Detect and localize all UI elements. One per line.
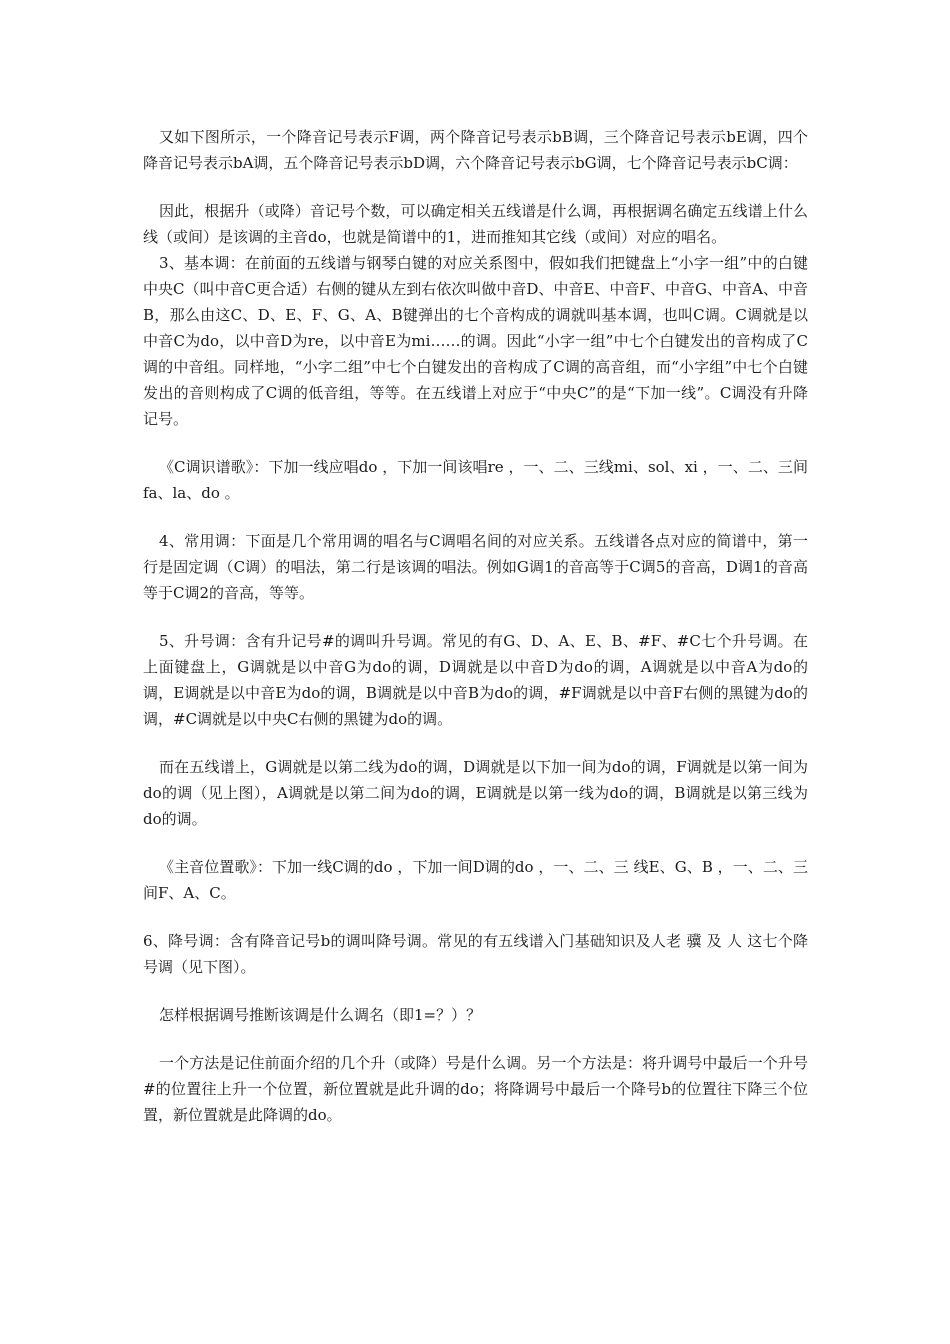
paragraph-flat-keys: 6、降号调：含有降音记号b的调叫降号调。常见的有五线谱入门基础知识及人老 骥 及 人 这七个降号调（见下图）。 [143,932,808,976]
paragraph-key-signature-count: 因此，根据升（或降）音记号个数，可以确定相关五线谱是什么调，再根据调名确定五线谱上什么线（或间）是该调的主音do，也就是简谱中的1，进而推知其它线（或间）对应的唱名。 [143,202,808,246]
paragraph-staff-positions: 而在五线谱上，G调就是以第二线为do的调，D调就是以下加一间为do的调，F调就是以第一间为do的调（见上图），A调就是以第二间为do的调，E调就是以第一线为do的调，B调就是以第三线为do的调。 [143,758,808,828]
document-body [143,124,808,1128]
paragraph-basic-key: 3、基本调：在前面的五线谱与钢琴白键的对应关系图中，假如我们把键盘上“小字一组”中的白键中央C（叫中音C更合适）右侧的键从左到右依次叫做中音D、中音E、中音F、中音G、中音A、中音B，那么由这C、D、E、F、G、A、B键弹出的七个音构成的调就叫基本调，也叫C调。C调就是以中音C为do，以中音D为re，以中音E为mi……的调。因此“小字一组”中七个白键发出的音构成了C调的中音组。同样地，“小字二组”中七个白键发出的音构成了C调的高音组，而“小字组”中七个白键发出的音则构成了C调的低音组，等等。在五线谱上对应于“中央C”的是“下加一线”。C调没有升降记号。 [143,254,808,428]
paragraph-c-key-song: 《C调识谱歌》：下加一线应唱do ，下加一间该唱re ，一、二、三线mi、sol、xi ，一、二、三间fa、la、do 。 [143,458,808,502]
paragraph-flat-keys-intro: 又如下图所示，一个降音记号表示F调，两个降音记号表示bB调，三个降音记号表示bE调，四个降音记号表示bA调，五个降音记号表示bD调，六个降音记号表示bG调，七个降音记号表示bC调： [143,128,808,172]
paragraph-method: 一个方法是记住前面介绍的几个升（或降）号是什么调。另一个方法是：将升调号中最后一个升号#的位置往上升一个位置，新位置就是此升调的do；将降调号中最后一个降号b的位置往下降三个位置，新位置就是此降调的do。 [143,1054,808,1124]
paragraph-question: 怎样根据调号推断该调是什么调名（即1=？）？ [159,1006,482,1024]
paragraph-tonic-position-song: 《主音位置歌》：下加一线C调的do ，下加一间D调的do ，一、二、三 线E、G、B ，一、二、三间F、A、C。 [143,858,808,902]
paragraph-sharp-keys: 5、升号调：含有升记号#的调叫升号调。常见的有G、D、A、E、B、#F、#C七个升号调。在上面键盘上，G调就是以中音G为do的调，D调就是以中音D为do的调，A调就是以中音A为do的调，E调就是以中音E为do的调，B调就是以中音B为do的调，#F调就是以中音F右侧的黑键为do的调，#C调就是以中央C右侧的黑键为do的调。 [143,632,808,728]
paragraph-common-keys: 4、常用调：下面是几个常用调的唱名与C调唱名间的对应关系。五线谱各点对应的简谱中，第一行是固定调（C调）的唱法，第二行是该调的唱法。例如G调1的音高等于C调5的音高，D调1的音高等于C调2的音高，等等。 [143,532,808,602]
